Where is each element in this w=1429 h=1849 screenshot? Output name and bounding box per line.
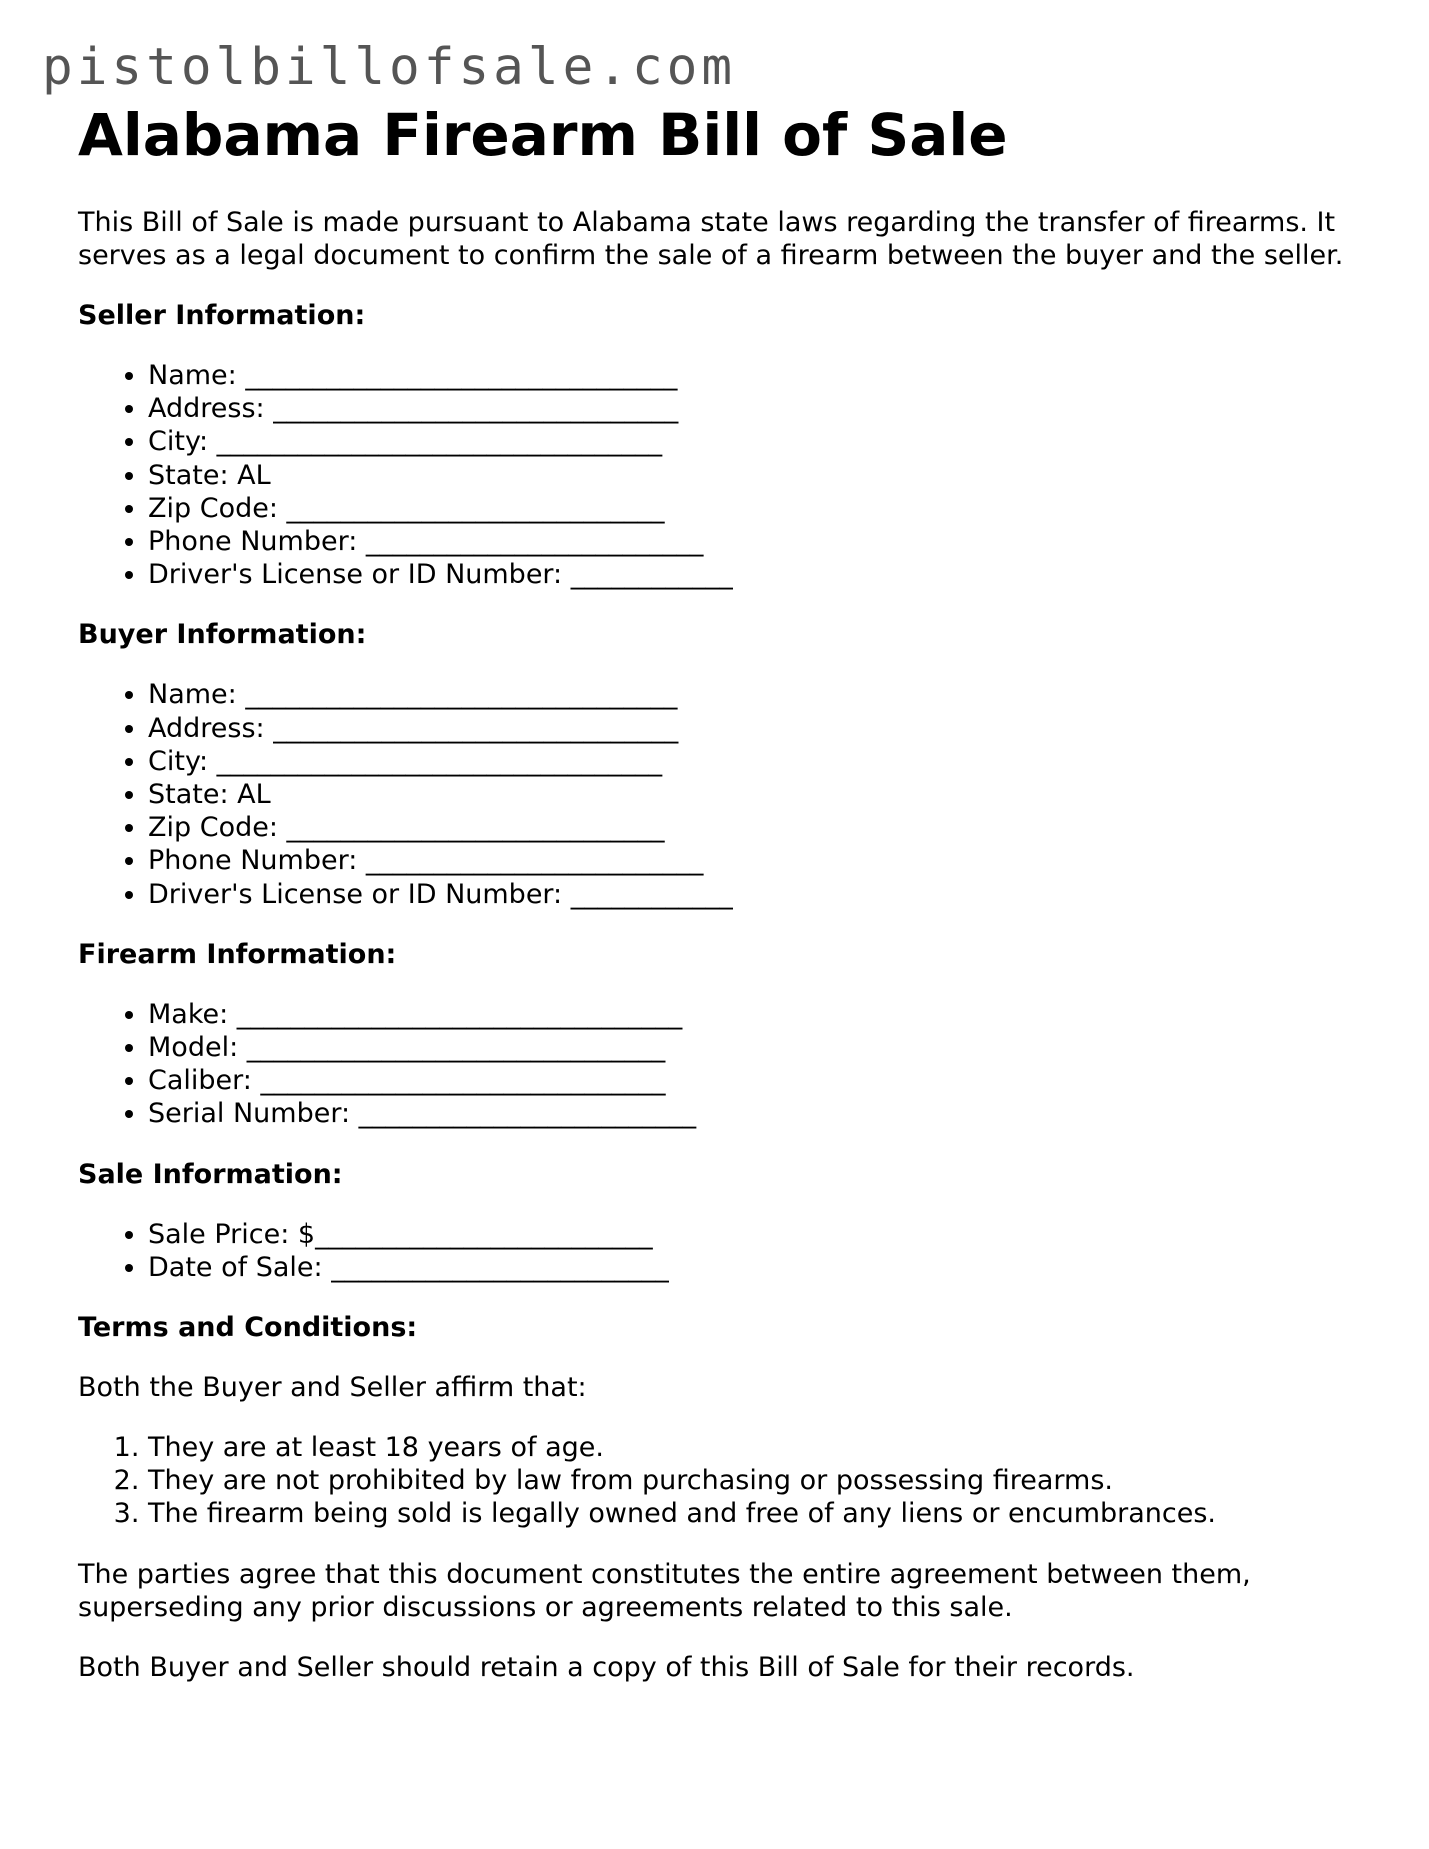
buyer-heading: Buyer Information:: [78, 619, 367, 651]
firearm-model-field: • Model: _______________________________: [148, 1031, 1358, 1064]
terms-item: 2. They are not prohibited by law from purchasing or possessing firearms.: [148, 1464, 1358, 1497]
seller-id-field: • Driver's License or ID Number: ____________: [148, 558, 1358, 591]
firearm-make-field: • Make: _________________________________: [148, 998, 1358, 1031]
buyer-name-field: • Name: ________________________________: [148, 678, 1358, 711]
seller-name-field: • Name: ________________________________: [148, 359, 1358, 392]
buyer-field-list: [78, 678, 1358, 910]
sale-field-list: [78, 1218, 1358, 1284]
buyer-city-field: • City: _________________________________: [148, 745, 1358, 778]
buyer-state-field: • State: AL: [148, 778, 1358, 811]
closing-paragraph: Both Buyer and Seller should retain a copy of this Bill of Sale for their records.: [78, 1651, 1135, 1683]
intro-paragraph: This Bill of Sale is made pursuant to Alabama state laws regarding the transfer of firearms. It serves as a legal document to confirm the sale of a firearm between the buyer and the seller.: [78, 207, 1344, 271]
terms-item: 1. They are at least 18 years of age.: [148, 1431, 1358, 1464]
buyer-phone-field: • Phone Number: _________________________: [148, 844, 1358, 877]
site-watermark: pistolbillofsale.com: [42, 38, 737, 97]
firearm-caliber-field: • Caliber: ______________________________: [148, 1064, 1358, 1097]
seller-heading: Seller Information:: [78, 300, 366, 331]
sale-price-field: • Sale Price: $_________________________: [148, 1218, 1358, 1251]
terms-item: 3. The firearm being sold is legally owned and free of any liens or encumbrances.: [148, 1497, 1358, 1530]
buyer-zip-field: • Zip Code: ____________________________: [148, 811, 1358, 844]
seller-phone-field: • Phone Number: _________________________: [148, 525, 1358, 558]
terms-heading: Terms and Conditions:: [78, 1312, 418, 1344]
sale-heading: Sale Information:: [78, 1158, 343, 1190]
buyer-id-field: • Driver's License or ID Number: ____________: [148, 878, 1358, 911]
seller-city-field: • City: _________________________________: [148, 425, 1358, 458]
buyer-address-field: • Address: ______________________________: [148, 712, 1358, 745]
seller-zip-field: • Zip Code: ____________________________: [148, 492, 1358, 525]
terms-list: [78, 1431, 1358, 1531]
document-page: [78, 100, 1358, 1684]
terms-lead: Both the Buyer and Seller affirm that:: [78, 1372, 587, 1404]
firearm-heading: Firearm Information:: [78, 938, 397, 970]
seller-field-list: [78, 359, 1358, 591]
seller-address-field: • Address: ______________________________: [148, 392, 1358, 425]
firearm-field-list: [78, 998, 1358, 1131]
document-title: Alabama Firearm Bill of Sale: [78, 101, 1008, 169]
seller-state-field: • State: AL: [148, 459, 1358, 492]
sale-date-field: • Date of Sale: _________________________: [148, 1251, 1358, 1284]
agreement-paragraph: The parties agree that this document constitutes the entire agreement between them, superseding any prior discussions or agreements related to this sale.: [78, 1558, 1251, 1623]
firearm-serial-field: • Serial Number: _________________________: [148, 1097, 1358, 1130]
